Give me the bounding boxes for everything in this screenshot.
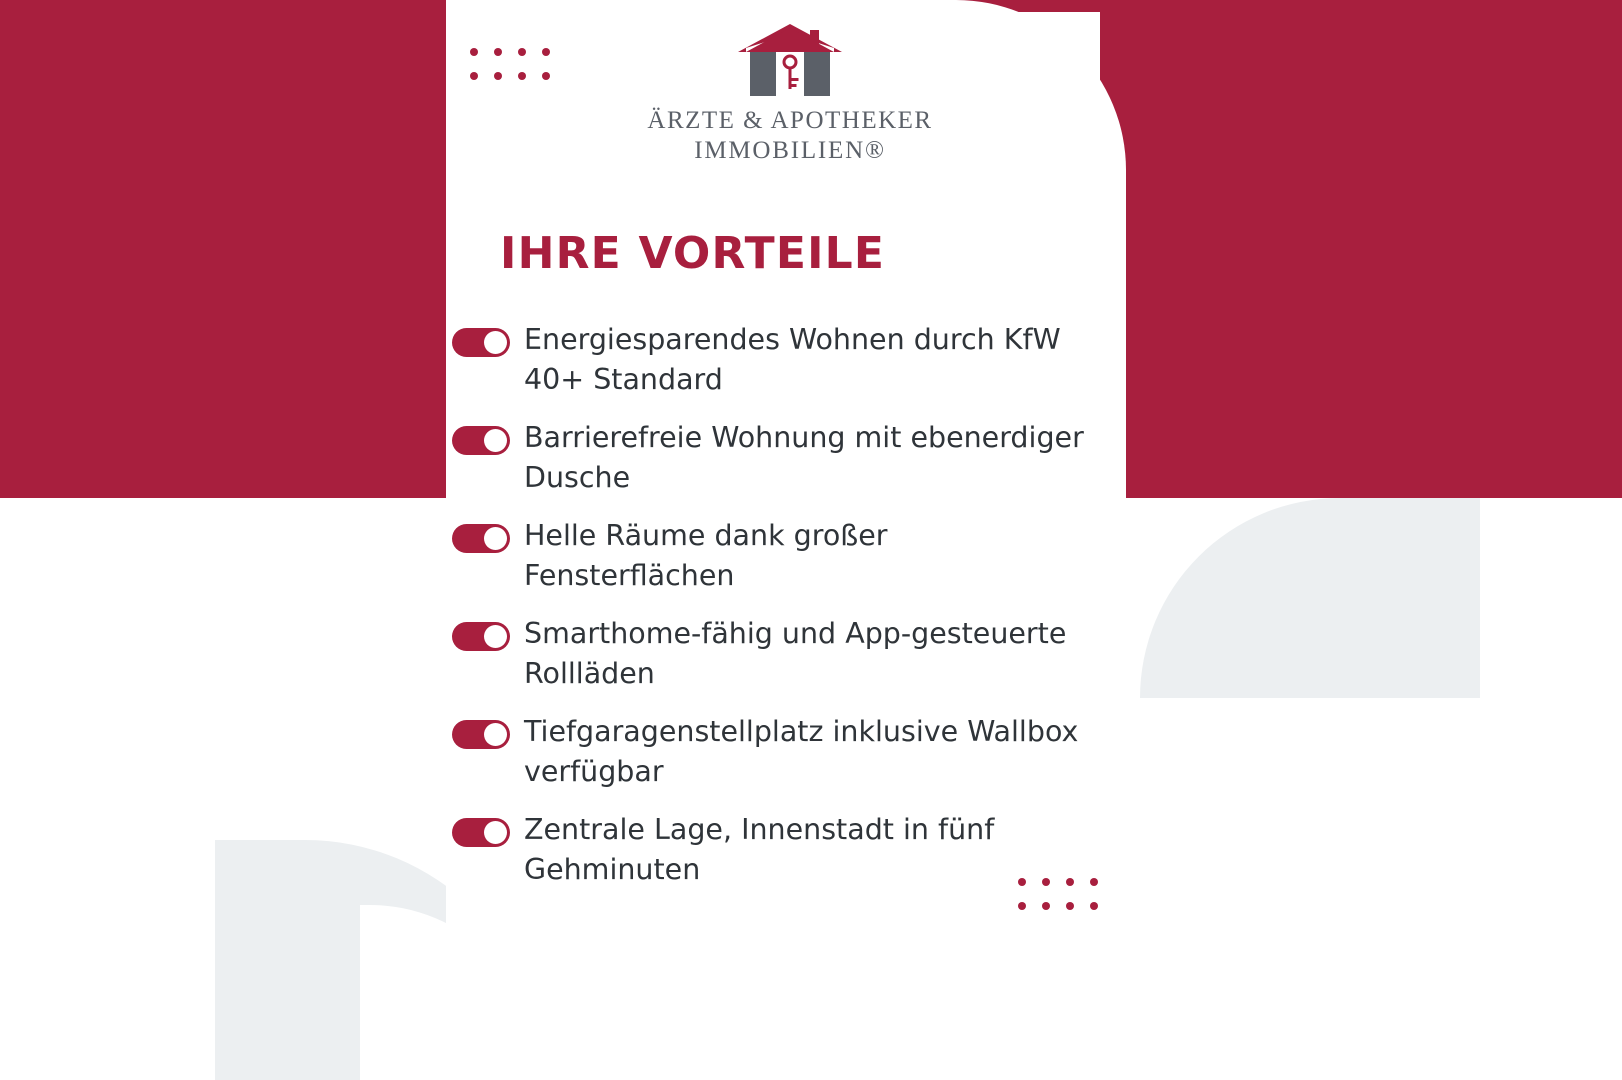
toggle-switch-icon[interactable] [452, 426, 510, 455]
list-item [452, 810, 1112, 891]
brand-name [640, 106, 940, 165]
house-with-key-icon [734, 22, 846, 98]
dot [1042, 902, 1050, 910]
dot [494, 48, 502, 56]
dot [1090, 902, 1098, 910]
benefit-text: Helle Räume dank großer Fensterflächen [524, 518, 888, 593]
benefit-text: Energiesparendes Wohnen durch KfW 40+ Standard [524, 323, 1061, 397]
toggle-switch-icon[interactable] [452, 818, 510, 847]
dot [470, 48, 478, 56]
benefits-list [452, 320, 1112, 908]
toggle-switch-icon[interactable] [452, 524, 510, 553]
benefit-text: Zentrale Lage, Innenstadt in fünf Gehminuten [524, 812, 995, 887]
dot [518, 48, 526, 56]
toggle-switch-icon[interactable] [452, 622, 510, 651]
brand-name-line2: IMMOBILIEN® [694, 136, 886, 164]
benefit-text: Barrierefreie Wohnung mit ebenerdiger Dusche [524, 420, 1084, 495]
dot [1090, 878, 1098, 886]
dot [494, 72, 502, 80]
dot [1018, 878, 1026, 886]
decorative-shape-right [1140, 498, 1480, 698]
dot [1066, 902, 1074, 910]
page-title: IHRE VORTEILE [500, 228, 886, 279]
toggle-switch-icon[interactable] [452, 720, 510, 749]
toggle-switch-icon[interactable] [452, 328, 510, 357]
dot-grid-bottom-decoration [1018, 878, 1114, 926]
dot [1018, 902, 1026, 910]
list-item [452, 712, 1112, 793]
benefit-text: Tiefgaragenstellplatz inklusive Wallbox verfügbar [524, 714, 1079, 789]
dot [1042, 878, 1050, 886]
dot [542, 48, 550, 56]
list-item [452, 614, 1112, 695]
background-block-right [1100, 0, 1622, 498]
list-item [452, 516, 1112, 597]
dot [1066, 878, 1074, 886]
list-item [452, 320, 1112, 401]
brand-logo [640, 22, 940, 165]
benefit-text: Smarthome-fähig und App-gesteuerte Rollläden [524, 616, 1067, 691]
list-item [452, 418, 1112, 499]
dot [470, 72, 478, 80]
dot [542, 72, 550, 80]
dot [518, 72, 526, 80]
background-block-left [0, 0, 452, 498]
brand-name-line1: ÄRZTE & APOTHEKER [647, 107, 933, 134]
dot-grid-top-decoration [470, 48, 566, 96]
